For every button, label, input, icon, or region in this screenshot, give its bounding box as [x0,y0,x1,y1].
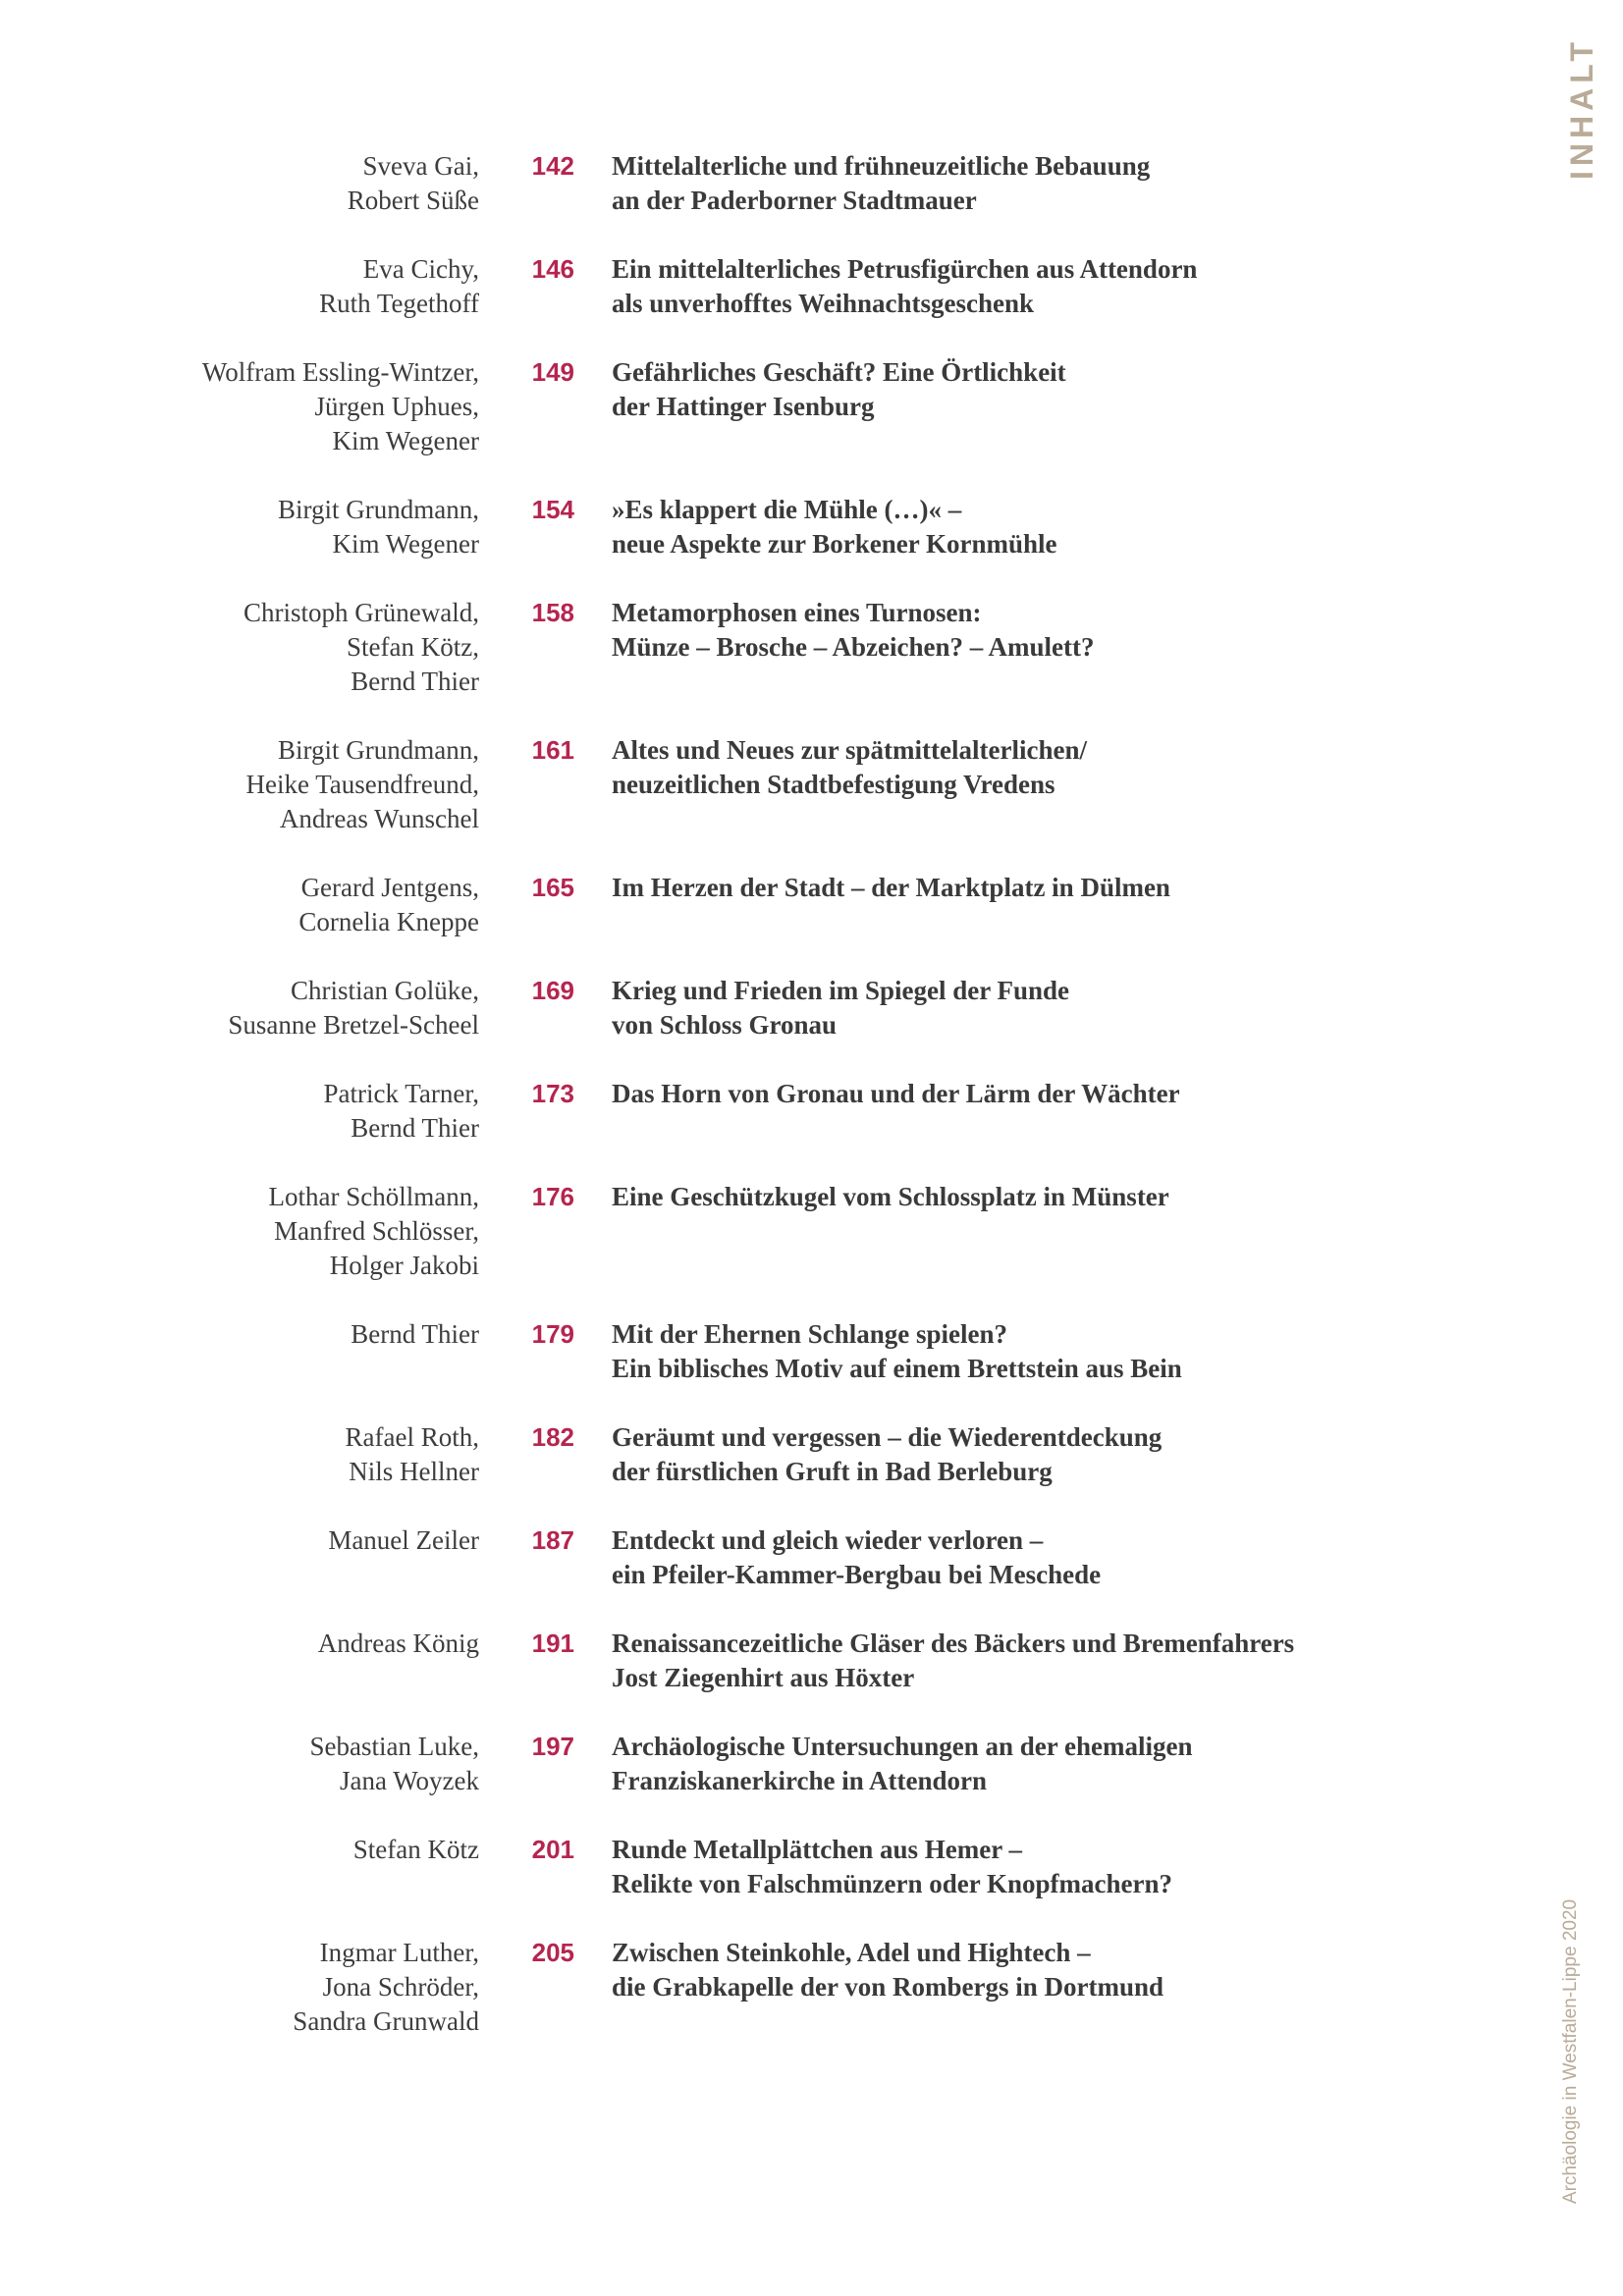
toc-entry[interactable] [0,733,1473,836]
title-line: die Grabkapelle der von Rombergs in Dortmund [612,1972,1164,2002]
author-line: Bernd Thier [351,1319,479,1349]
entry-title [612,1420,1476,1489]
author-line: Stefan Kötz, [347,632,479,662]
author-line: Wolfram Essling-Wintzer, [201,357,479,387]
entry-page-number: 158 [531,598,574,627]
toc-entry[interactable] [0,1730,1473,1798]
entry-page-number: 149 [531,357,574,387]
title-line: Eine Geschützkugel vom Schlossplatz in Münster [612,1182,1169,1211]
entry-title [612,493,1476,561]
toc-entry[interactable] [0,1180,1473,1283]
entry-authors [0,1936,479,2039]
author-line: Jürgen Uphues, [314,392,479,421]
author-line: Patrick Tarner, [323,1079,479,1108]
entry-authors [0,252,479,321]
entry-authors [0,871,479,939]
title-line: ein Pfeiler-Kammer-Bergbau bei Meschede [612,1560,1102,1589]
author-line: Christoph Grünewald, [243,598,479,627]
entry-title [612,1627,1476,1695]
title-line: neue Aspekte zur Borkener Kornmühle [612,529,1057,559]
entry-authors [0,1833,479,1867]
title-line: Archäologische Untersuchungen an der ehemaligen [612,1732,1193,1761]
author-line: Manuel Zeiler [328,1525,479,1555]
entry-authors [0,1180,479,1283]
title-line: Gefährliches Geschäft? Eine Örtlichkeit [612,357,1066,387]
author-line: Gerard Jentgens, [300,873,479,902]
title-line: als unverhofftes Weihnachtsgeschenk [612,289,1035,318]
entry-authors [0,733,479,836]
title-line: Altes und Neues zur spätmittelalterlichen/ [612,735,1087,765]
toc-entry[interactable] [0,493,1473,561]
title-line: Jost Ziegenhirt aus Höxter [612,1663,915,1692]
entry-authors [0,1627,479,1661]
title-line: an der Paderborner Stadtmauer [612,186,977,215]
title-line: Im Herzen der Stadt – der Marktplatz in Dülmen [612,873,1170,902]
author-line: Lothar Schöllmann, [268,1182,479,1211]
toc-entry[interactable] [0,596,1473,699]
entry-page-number: 176 [531,1182,574,1211]
author-line: Andreas Wunschel [279,804,479,833]
entry-authors [0,1317,479,1352]
title-line: von Schloss Gronau [612,1010,838,1040]
author-line: Kim Wegener [332,426,479,455]
title-line: Ein mittelalterliches Petrusfigürchen aus Attendorn [612,254,1198,284]
entry-title [612,1730,1476,1798]
author-line: Holger Jakobi [329,1251,479,1280]
section-heading [1562,29,1601,187]
entry-page-number: 142 [531,151,574,181]
entry-title [612,596,1476,665]
section-heading-text: INHALT [1563,36,1599,180]
toc-entry[interactable] [0,149,1473,218]
entry-title [612,1936,1476,2004]
author-line: Robert Süße [347,186,479,215]
entry-authors [0,974,479,1042]
author-line: Manfred Schlösser, [274,1216,479,1246]
entry-title [612,1317,1476,1386]
toc-entry[interactable] [0,1627,1473,1695]
entry-authors [0,596,479,699]
author-line: Sandra Grunwald [293,2006,479,2036]
entry-page-number: 182 [531,1422,574,1452]
entry-title [612,974,1476,1042]
publication-title: Archäologie in Westfalen-Lippe 2020 [1560,1898,1582,2205]
title-line: Renaissancezeitliche Gläser des Bäckers und Bremenfahrers [612,1629,1295,1658]
author-line: Sveva Gai, [362,151,479,181]
entry-title [612,1077,1476,1111]
title-line: Relikte von Falschmünzern oder Knopfmachern? [612,1869,1172,1898]
entry-title [612,355,1476,424]
entry-page-number: 146 [531,254,574,284]
title-line: Ein biblisches Motiv auf einem Brettstein aus Bein [612,1354,1182,1383]
entry-page-number: 187 [531,1525,574,1555]
author-line: Kim Wegener [332,529,479,559]
title-line: der Hattinger Isenburg [612,392,875,421]
author-line: Jona Schröder, [322,1972,479,2002]
entry-title [612,1833,1476,1901]
author-line: Ingmar Luther, [319,1938,479,1967]
entry-page-number: 201 [531,1835,574,1864]
author-line: Bernd Thier [351,667,479,696]
toc-entry[interactable] [0,871,1473,939]
title-line: Franziskanerkirche in Attendorn [612,1766,988,1795]
entry-title [612,252,1476,321]
author-line: Sebastian Luke, [309,1732,479,1761]
author-line: Eva Cichy, [362,254,479,284]
author-line: Susanne Bretzel-Scheel [228,1010,479,1040]
title-line: Runde Metallplättchen aus Hemer – [612,1835,1022,1864]
author-line: Ruth Tegethoff [319,289,479,318]
entry-authors [0,355,479,458]
author-line: Cornelia Kneppe [298,907,479,936]
entry-title [612,733,1476,802]
table-of-contents [0,149,1473,2073]
toc-entry[interactable] [0,355,1473,458]
entry-page-number: 197 [531,1732,574,1761]
title-line: Metamorphosen eines Turnosen: [612,598,982,627]
entry-page-number: 161 [531,735,574,765]
title-line: neuzeitlichen Stadtbefestigung Vredens [612,770,1055,799]
toc-entry[interactable] [0,1077,1473,1146]
author-line: Christian Golüke, [291,976,479,1005]
author-line: Rafael Roth, [345,1422,479,1452]
entry-title [612,1180,1476,1214]
title-line: »Es klappert die Mühle (…)« – [612,495,962,524]
title-line: Münze – Brosche – Abzeichen? – Amulett? [612,632,1095,662]
entry-title [612,871,1476,905]
author-line: Nils Hellner [349,1457,479,1486]
entry-page-number: 179 [531,1319,574,1349]
author-line: Birgit Grundmann, [278,735,479,765]
entry-page-number: 205 [531,1938,574,1967]
toc-entry[interactable] [0,974,1473,1042]
title-line: Zwischen Steinkohle, Adel und Hightech – [612,1938,1091,1967]
title-line: Krieg und Frieden im Spiegel der Funde [612,976,1070,1005]
toc-entry[interactable] [0,1420,1473,1489]
author-line: Bernd Thier [351,1113,479,1143]
publication-footer [1556,1885,1586,2218]
title-line: Mit der Ehernen Schlange spielen? [612,1319,1008,1349]
author-line: Stefan Kötz [352,1835,479,1864]
title-line: der fürstlichen Gruft in Bad Berleburg [612,1457,1053,1486]
entry-page-number: 165 [531,873,574,902]
toc-entry[interactable] [0,1936,1473,2039]
toc-entry[interactable] [0,252,1473,321]
entry-title [612,149,1476,218]
entry-authors [0,1077,479,1146]
entry-authors [0,493,479,561]
entry-authors [0,1420,479,1489]
entry-page-number: 169 [531,976,574,1005]
toc-entry[interactable] [0,1523,1473,1592]
author-line: Heike Tausendfreund, [245,770,479,799]
title-line: Das Horn von Gronau und der Lärm der Wächter [612,1079,1180,1108]
toc-entry[interactable] [0,1317,1473,1386]
entry-title [612,1523,1476,1592]
author-line: Birgit Grundmann, [278,495,479,524]
entry-authors [0,1523,479,1558]
entry-page-number: 173 [531,1079,574,1108]
entry-authors [0,149,479,218]
entry-authors [0,1730,479,1798]
author-line: Jana Woyzek [339,1766,479,1795]
entry-page-number: 154 [531,495,574,524]
toc-entry[interactable] [0,1833,1473,1901]
title-line: Entdeckt und gleich wieder verloren – [612,1525,1044,1555]
author-line: Andreas König [317,1629,479,1658]
entry-page-number: 191 [531,1629,574,1658]
title-line: Geräumt und vergessen – die Wiederentdeckung [612,1422,1163,1452]
title-line: Mittelalterliche und frühneuzeitliche Bebauung [612,151,1151,181]
